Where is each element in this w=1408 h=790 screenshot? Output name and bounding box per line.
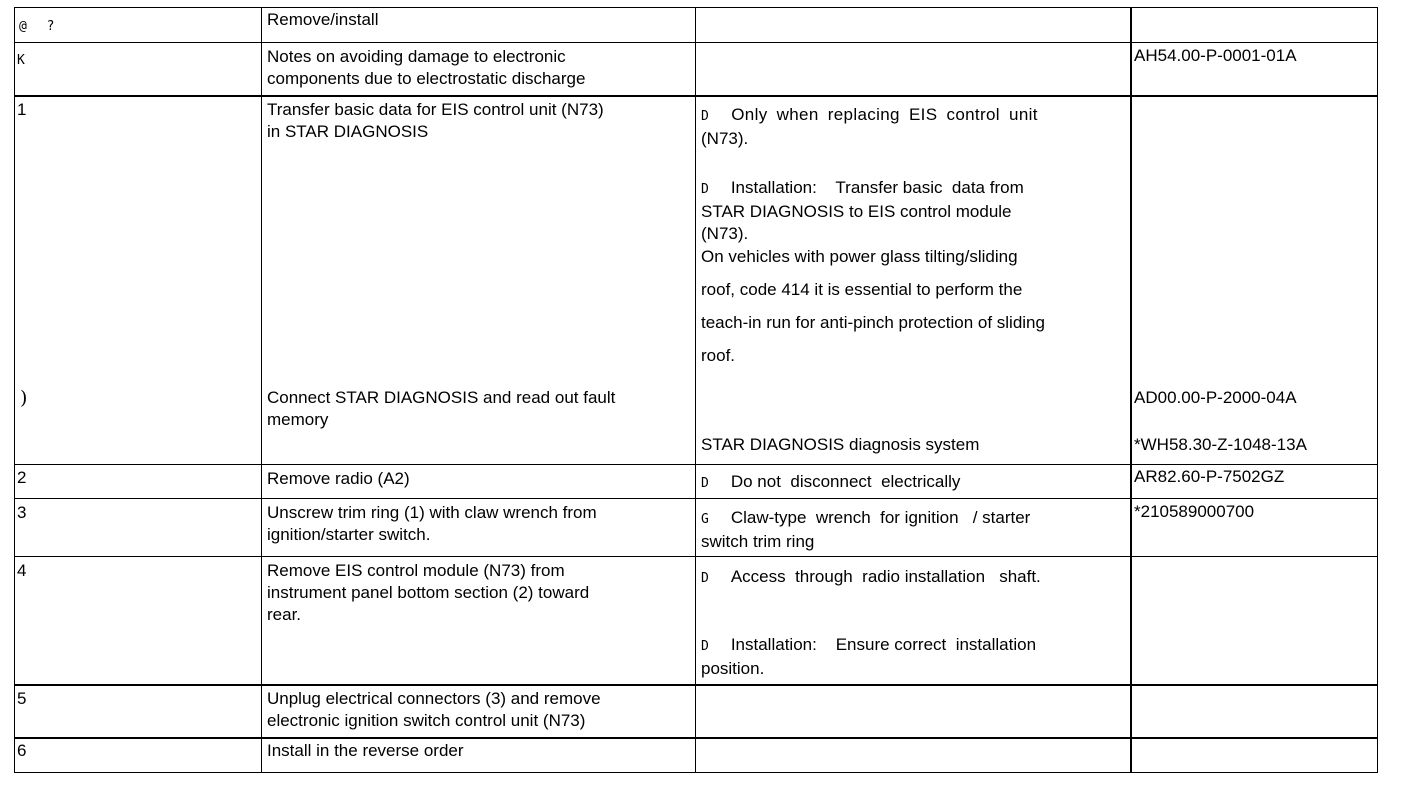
- text-line: position.: [701, 659, 765, 678]
- row-divider: [14, 95, 1378, 97]
- step-note: [701, 240, 1045, 372]
- step-note: [701, 177, 1024, 245]
- step-number: 2: [17, 468, 27, 487]
- text-line: in STAR DIAGNOSIS: [267, 122, 429, 141]
- row-divider: [14, 464, 1378, 465]
- row-divider: [14, 684, 1378, 686]
- row-divider: [14, 556, 1378, 557]
- document-reference: AH54.00-P-0001-01A: [1134, 46, 1297, 65]
- column-divider: [1377, 7, 1378, 773]
- step-description: Install in the reverse order: [267, 741, 464, 760]
- row-divider: [14, 737, 1378, 739]
- text-line: Notes on avoiding damage to electronic: [267, 47, 566, 66]
- tool-number: *210589000700: [1134, 502, 1255, 521]
- text-line: switch trim ring: [701, 532, 815, 551]
- document-reference: AR82.60-P-7502GZ: [1134, 467, 1285, 486]
- note-marker: D: [701, 571, 709, 586]
- step-description: Remove radio (A2): [267, 469, 410, 488]
- text-line: roof.: [701, 346, 736, 365]
- text-line: (N73).: [701, 224, 749, 243]
- text-line: Installation: Ensure correct installation: [730, 635, 1037, 654]
- text-line: STAR DIAGNOSIS to EIS control module: [701, 202, 1012, 221]
- row-divider: [14, 42, 1378, 43]
- step-description: [267, 46, 585, 90]
- text-line: Remove EIS control module (N73) from: [267, 561, 565, 580]
- text-line: On vehicles with power glass tilting/sliding: [701, 247, 1018, 266]
- document-reference: AD00.00-P-2000-04A: [1134, 388, 1297, 407]
- text-line: Unplug electrical connectors (3) and remove: [267, 689, 601, 708]
- note-marker: D: [701, 182, 709, 197]
- step-description: [267, 387, 615, 431]
- document-reference: *WH58.30-Z-1048-13A: [1134, 435, 1307, 454]
- step-note: [701, 566, 1041, 590]
- step-description: [267, 99, 604, 143]
- text-line: ignition/starter switch.: [267, 525, 431, 544]
- column-divider: [14, 7, 15, 773]
- text-line: Only when replacing EIS control unit: [731, 105, 1038, 124]
- text-line: Unscrew trim ring (1) with claw wrench from: [267, 503, 597, 522]
- text-line: memory: [267, 410, 329, 429]
- step-note: [701, 471, 960, 495]
- text-line: electronic ignition switch control unit (N73): [267, 711, 586, 730]
- step-number: 1: [17, 100, 27, 119]
- table-border-top: [14, 7, 1378, 8]
- text-line: (N73).: [701, 129, 749, 148]
- row-symbol: @ ?: [19, 19, 61, 34]
- step-note: [701, 507, 1030, 553]
- text-line: Connect STAR DIAGNOSIS and read out fault: [267, 388, 616, 407]
- step-number: 6: [17, 741, 27, 760]
- note-marker: D: [701, 476, 709, 491]
- text-line: roof, code 414 it is essential to perform the: [701, 280, 1023, 299]
- step-description: [267, 688, 601, 732]
- row-divider: [14, 498, 1378, 499]
- text-line: Do not disconnect electrically: [730, 472, 961, 491]
- text-line: Installation: Transfer basic data from: [730, 178, 1024, 197]
- step-note: [701, 634, 1036, 680]
- text-line: rear.: [267, 605, 302, 624]
- step-note: [701, 104, 1038, 150]
- tool-reference: STAR DIAGNOSIS diagnosis system: [701, 435, 980, 454]
- column-divider: [695, 7, 696, 773]
- text-line: components due to electrostatic discharge: [267, 69, 586, 88]
- step-number: 5: [17, 689, 27, 708]
- note-marker: D: [701, 639, 709, 654]
- text-line: Transfer basic data for EIS control unit (N73): [267, 100, 604, 119]
- row-title: Remove/install: [267, 10, 379, 29]
- step-number: 4: [17, 561, 27, 580]
- note-marker: D: [701, 109, 710, 124]
- text-line: teach-in run for anti-pinch protection of sliding: [701, 313, 1045, 332]
- row-symbol: K: [17, 53, 25, 68]
- text-line: Claw-type wrench for ignition / starter: [730, 508, 1031, 527]
- step-description: [267, 502, 597, 546]
- table-border-bottom: [14, 772, 1378, 773]
- note-marker: G: [701, 512, 709, 527]
- step-description: [267, 560, 589, 626]
- column-divider: [1130, 7, 1132, 773]
- text-line: instrument panel bottom section (2) toward: [267, 583, 590, 602]
- text-line: Access through radio installation shaft.: [730, 567, 1041, 586]
- column-divider: [261, 7, 262, 773]
- row-symbol: ): [20, 387, 28, 409]
- step-number: 3: [17, 503, 27, 522]
